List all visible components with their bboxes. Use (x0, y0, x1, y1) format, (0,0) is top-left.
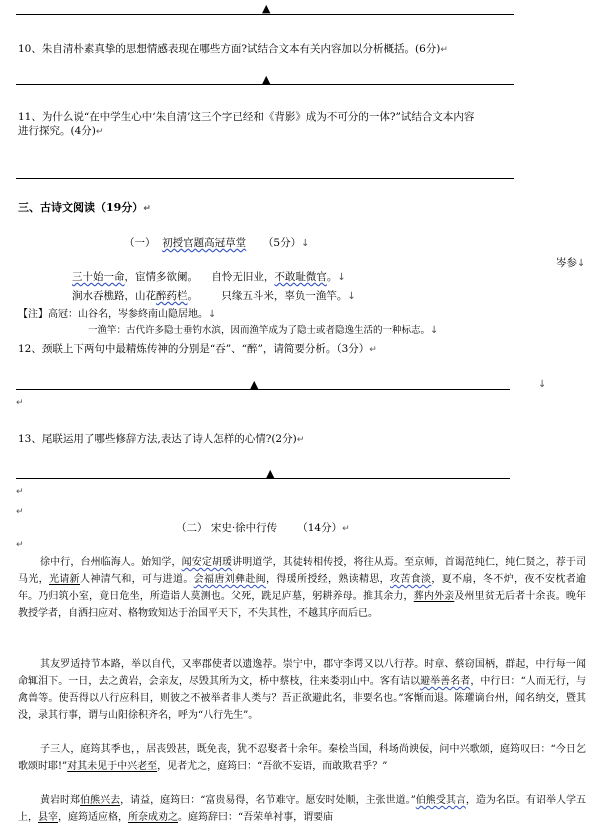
line-break-icon: ↓ (538, 379, 547, 390)
poem-note-2: 一渔竿：古代许多隐士垂钓水滨，因而渔竿成为了隐士或者隐逸生活的一种标志。↓ (88, 325, 439, 336)
question-10: 10、朱自清朴素真挚的思想情感表现在哪些方面?试结合文本有关内容加以分析概括。(6分)↵ (18, 43, 448, 55)
answer-triangle-icon: ▲ (266, 467, 275, 480)
question-11: 11、为什么说“在中学生心中‘朱自清’这三个字已经和《背影》成为不可分的一体?”试结合文本内容 进行探究。(4分)↵ (18, 111, 475, 137)
paragraph-mark-icon: ↵ (369, 345, 377, 355)
question-12: 12、颈联上下两句中最精炼传神的分别是“吞”、“醉”，请简要分析。（3分）↵ (18, 343, 377, 355)
line-break-icon: ↓ (337, 272, 346, 283)
poem-line-1: 三十始一命，宦情多欲阑。 自怜无旧业，不敢耻微官。↓ (72, 271, 346, 283)
section-3-heading: 三、古诗文阅读（19分）↵ (18, 201, 151, 214)
answer-line-q12 (16, 389, 510, 390)
paragraph-mark-icon: ↵ (296, 435, 305, 445)
paragraph-mark-icon: ↵ (143, 204, 151, 214)
prose-paragraph-4: 黄岩时郑伯熊兴去，请益，庭筠曰：“富贵易得，名节难守。愿安时处顺，主张世道。”伯熊受其言，造为名臣。有诏举人学五上，县宰，庭筠适应格，所奈成劝之。庭筠辞曰：“吾荣单衬事，谓要庙 (18, 795, 587, 823)
line-break-icon: ↓ (430, 325, 439, 336)
answer-triangle-icon: ▲ (250, 378, 259, 391)
prose-title: （二） 宋史·徐中行传 （14分）↵ (176, 522, 350, 534)
line-break-icon: ↓ (347, 291, 356, 302)
paragraph-mark-icon: ↵ (16, 507, 24, 517)
poem-author: 岑参↓ (556, 257, 586, 269)
prose-paragraph-2: 其友罗适持节本路，举以自代，又率郡使者以遗逸荐。崇宁中，郡守李谔又以八行荐。时章、蔡窃国柄，群起，中行每一闻命辄泪下。一日，去之黄岩，会亲友，尽毁其所为文，桥中蔡枝，往来娄羽山中。客有诘以避举善名者，中行曰：“人而无行，与禽兽等。使吾得以八行应科目，则彼之不被举者非人类与？吾正欲避此名，非要名也。”客惭而退。陈瓘谪台州，闻名纳交，暨其没，录其行事，谓与山阳徐积齐名，呼为“八行先生”。 (18, 659, 587, 721)
line-break-icon: ↓ (301, 238, 310, 249)
question-13: 13、尾联运用了哪些修辞方法,表达了诗人怎样的心情?(2分)↵ (18, 433, 305, 445)
paragraph-mark-icon: ↵ (95, 127, 104, 137)
answer-line-q11 (16, 178, 514, 179)
prose-paragraph-1: 徐中行，台州临海人。始知学，闻安定胡瑗讲明道学，其徒转相传授，将往从焉。至京师，首谒范纯仁，纯仁贤之，荐于司马光，光请新人神清气和，可与进道。会福唐刘彝赴闽，得瑗所授经，熟读精思，攻苦食淡，夏不扇，冬不炉，夜不安枕者逾年。乃归筑小室，竟日危坐，所造诣人莫测也。父死，跣足庐墓，躬耕养母。推其余力，葬内外亲及州里贫无后者十余丧。晚年教授学者，自洒扫应对、格物致知达于治国平天下，不失其性，不越其序而后已。 (18, 557, 587, 619)
paragraph-mark-icon: ↵ (16, 398, 24, 408)
paragraph-mark-icon: ↵ (16, 540, 24, 550)
paragraph-mark-icon: ↵ (342, 524, 350, 534)
poem-title: （一） 初授官题高冠草堂 （5分）↓ (124, 237, 310, 249)
answer-line-q13 (16, 478, 510, 479)
paragraph-mark-icon: ↵ (16, 487, 24, 497)
poem-note-1: 【注】高冠：山谷名，岑参終南山隐居地。↓ (18, 309, 217, 320)
answer-triangle-icon: ▲ (262, 2, 271, 15)
poem-line-2: 涧水吞樵路，山花醉药栏。 只缘五斗米，辜负一渔竿。↓ (72, 290, 356, 302)
paragraph-mark-icon: ↵ (440, 45, 448, 55)
prose-paragraph-3: 子三人，庭筠其季也，，居丧毁甚，既免丧，犹不忍娶者十余年。秦桧当国，科场尚谀佞，问中兴歌颂，庭筠叹曰：“今日乞歌颂时耶!”对其未见于中兴老至，见者尤之，庭筠曰：“吾欲不妄语，而敢欺君乎？” (18, 744, 586, 772)
answer-triangle-icon: ▲ (262, 73, 271, 86)
line-break-icon: ↓ (208, 309, 217, 320)
line-break-icon: ↓ (577, 258, 586, 269)
